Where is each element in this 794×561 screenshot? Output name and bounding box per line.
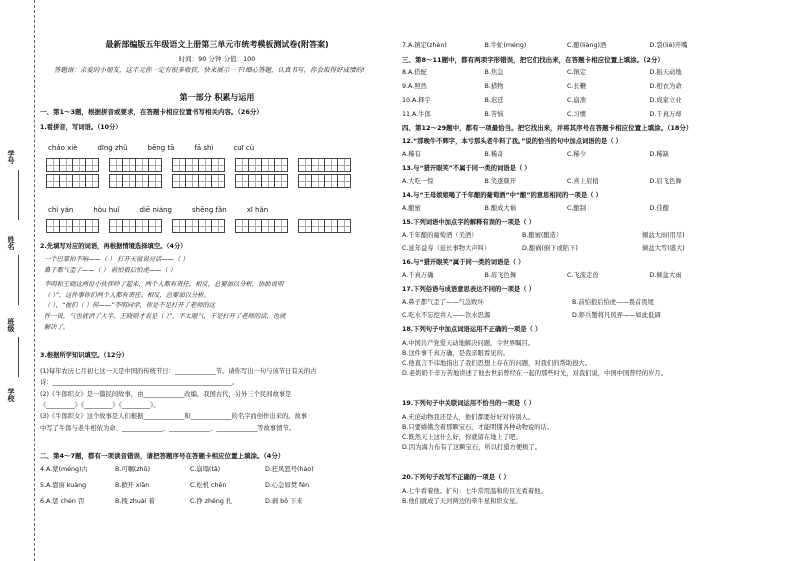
question-14-options bbox=[402, 205, 732, 213]
section-1-heading: 一、第1～3题，根据拼音或要求，在答题卡相应位置书写相关内容。（26分） bbox=[40, 108, 263, 116]
option[interactable]: 5.A.靠窗 kuàng bbox=[40, 482, 87, 489]
margin-line bbox=[18, 337, 19, 377]
pinyin: diē niáng bbox=[139, 206, 173, 214]
binding-margin bbox=[0, 0, 35, 561]
question-17-options-a bbox=[402, 299, 742, 307]
option[interactable]: 8.A.搭配 bbox=[402, 69, 427, 76]
section-2-heading: 二、第4～7题，都有一项读音错误，请把答题序号在答题卡相应位置上填涂。（4分） bbox=[40, 452, 285, 460]
writing-box[interactable] bbox=[298, 158, 350, 172]
margin-label-school: 学校 bbox=[7, 388, 15, 402]
option[interactable]: D.因为海力布有了这颗宝石，所以打猎方便极了。 bbox=[402, 444, 542, 452]
pinyin: dīng zhǔ bbox=[97, 144, 128, 152]
exam-intro: 答题语：亲爱的小朋友，这半元你一定有很多收获，快来展示一下!细心答题，认真书写，你会取得好成绩的! bbox=[54, 66, 365, 74]
option[interactable]: D.稀缺 bbox=[649, 151, 669, 158]
option[interactable]: B.迟廷 bbox=[484, 97, 504, 104]
option[interactable]: C.他直言不讳地指出了我们思想上存在的问题，对我们的帮助很大。 bbox=[402, 360, 592, 368]
option[interactable]: A.千真万确 bbox=[402, 272, 434, 279]
writing-box[interactable] bbox=[46, 158, 98, 172]
writing-box[interactable] bbox=[235, 174, 287, 188]
option[interactable]: C.镇定 bbox=[567, 69, 586, 76]
margin-line bbox=[18, 170, 19, 220]
option[interactable]: C.飞流走兽 bbox=[567, 272, 599, 279]
question-2: 2.先填写对应的词语，再根据情境选择填空。（4分） bbox=[40, 243, 187, 250]
option[interactable]: D.成家立业 bbox=[649, 97, 682, 104]
option[interactable]: B.笑逐颜开 bbox=[484, 178, 517, 185]
pinyin: shēng fǎn bbox=[192, 206, 227, 214]
pinyin-row-2 bbox=[48, 206, 268, 215]
question-15: 15.下列词语中加点字的解释有误的一项是（ ） bbox=[402, 219, 535, 226]
option[interactable]: B.酿蜜(酿造） bbox=[522, 232, 563, 239]
option[interactable]: 11.A.牛郎 bbox=[402, 111, 431, 118]
option[interactable]: 倾盆大雪(盛大) bbox=[642, 245, 685, 252]
option[interactable]: B.拽 zhuài 着 bbox=[115, 498, 155, 505]
option[interactable]: D.老奶奶千辛万苦地讲述了他去世前曾经在一起的那些时光，对我们说，中国中国普经的岁月。 bbox=[402, 370, 668, 378]
option[interactable]: C.长鞭 bbox=[567, 83, 586, 90]
question-8 bbox=[402, 69, 732, 77]
margin-line bbox=[18, 255, 19, 305]
option[interactable]: B.眉飞色舞 bbox=[484, 272, 517, 279]
question-17-options-b bbox=[402, 312, 742, 320]
option[interactable]: 6.A.惩 chén 罚 bbox=[40, 498, 85, 505]
option[interactable]: C.吃水不忘挖井人——饮水思源 bbox=[402, 312, 491, 319]
question-13: 13.与“猎开眼笑”不属于同一类的词语是（ ） bbox=[402, 165, 531, 172]
pinyin: fā shì bbox=[194, 144, 214, 152]
pinyin-row-1 bbox=[48, 144, 254, 153]
question-3-body bbox=[40, 366, 392, 434]
pinyin: hòu huǐ bbox=[93, 206, 120, 214]
writing-box[interactable] bbox=[172, 174, 224, 188]
option[interactable]: C.喜上眉梢 bbox=[567, 178, 599, 185]
question-3: 3.根据所学知识填空。（12分） bbox=[40, 352, 128, 359]
option[interactable]: C.崩溃 bbox=[567, 97, 586, 104]
option[interactable]: 7.A.镇定(zhèn) bbox=[402, 42, 447, 49]
writing-box[interactable] bbox=[235, 158, 287, 172]
text-line: 鼻子都气歪了——（ ） 前怕狼后怕虎——（ ） bbox=[44, 266, 176, 274]
text-line: 件一说，气也就消了大半。王晓则才表是（ ）”，不太服气，于是打开了老师的话，也就 bbox=[44, 313, 286, 321]
option[interactable]: B.酿成大祸 bbox=[484, 205, 517, 212]
pinyin: chí yán bbox=[48, 206, 74, 214]
option[interactable]: C.挣 zhēng 扎 bbox=[190, 498, 233, 505]
option[interactable]: A.稀有 bbox=[402, 151, 421, 158]
text-line: （ ）”，这件事你们两个人都有责任。相反，总要加以分析。 bbox=[44, 291, 210, 299]
option[interactable]: C.既然天上这什么好，你就留在地上了吧。 bbox=[402, 434, 522, 442]
option[interactable]: B.稀奇 bbox=[484, 151, 504, 158]
option[interactable]: A.七牛看着他。扩句：七牛常用温和的目光看着他。 bbox=[402, 488, 547, 495]
pinyin: cháo xiè bbox=[48, 144, 78, 152]
question-18-options bbox=[402, 339, 787, 379]
question-20: 20.下列句子改写不正确的一项是（ ） bbox=[402, 474, 510, 481]
pinyin: bēng tā bbox=[147, 144, 175, 152]
option[interactable]: B.焦急 bbox=[484, 69, 504, 76]
question-19-options bbox=[402, 413, 787, 453]
option[interactable]: B.牛虻(méng) bbox=[484, 42, 527, 49]
option[interactable]: B.只要嫦娥含着那颗宝石，才能明懂各种动物说的话。 bbox=[402, 424, 554, 432]
exam-title: 最新部编版五年级语文上册第三单元市统考模板测试卷(附答案) bbox=[105, 40, 329, 49]
option[interactable]: A.无论动物我还是人，他们都要好好对待别人。 bbox=[402, 414, 535, 421]
writing-grid-row-1b bbox=[46, 174, 350, 188]
question-12-options bbox=[402, 151, 732, 159]
option[interactable]: C.酿(liàng)酒 bbox=[567, 42, 607, 49]
writing-box[interactable] bbox=[46, 219, 98, 233]
option[interactable]: 4.A.蒙(méng)古 bbox=[40, 466, 88, 473]
question-7 bbox=[402, 42, 732, 50]
option[interactable]: B.可嘱(zhǔ) bbox=[115, 466, 151, 473]
question-2-body bbox=[44, 256, 394, 332]
pinyin: xī hǎn bbox=[246, 206, 269, 214]
writing-box[interactable] bbox=[298, 219, 350, 233]
question-5 bbox=[40, 482, 340, 490]
question-16: 16.与“猎开眼笑”属于同一类的词语是（ ） bbox=[402, 259, 525, 266]
option[interactable]: 傾盆大雨(用尽) bbox=[642, 232, 685, 239]
exam-subtitle: 时间：90 分钟 分值：100 bbox=[178, 55, 256, 63]
writing-box[interactable] bbox=[109, 219, 161, 233]
margin-label-name: 姓名 bbox=[7, 236, 15, 250]
writing-box[interactable] bbox=[109, 174, 161, 188]
writing-box[interactable] bbox=[235, 219, 287, 233]
question-12: 12.“那晚牛不辉字，本亏那头老牛料了我。”说的恰当的句中加点词语的是（ ） bbox=[402, 138, 622, 145]
writing-box[interactable] bbox=[172, 219, 224, 233]
option[interactable]: D.佳酿 bbox=[649, 205, 669, 212]
question-9 bbox=[402, 83, 732, 91]
text-line: （ ），“他们（ ）何——”李明同学，你是不是打开了老师的这 bbox=[44, 302, 216, 310]
option[interactable]: 9.A.照然 bbox=[402, 83, 427, 90]
pinyin: cuī cù bbox=[233, 144, 255, 152]
option[interactable]: A.酿蜜 bbox=[402, 205, 421, 212]
text-line: 解决了。 bbox=[44, 324, 70, 332]
option[interactable]: B.他们就成了天河两边的牵牛星和织女星。 bbox=[402, 498, 522, 506]
writing-grid-row-1 bbox=[46, 158, 350, 172]
option[interactable]: D.千真万却 bbox=[649, 111, 682, 118]
option[interactable]: 10.A.释宇 bbox=[402, 97, 431, 104]
option[interactable]: C.习惯 bbox=[567, 111, 586, 118]
option[interactable]: D.酿祸(倒下或陷下) bbox=[522, 245, 578, 252]
option[interactable]: D.裂(liè)开嘴 bbox=[649, 42, 688, 49]
option[interactable]: D.振天动地 bbox=[649, 69, 682, 76]
writing-box[interactable] bbox=[172, 158, 224, 172]
text-line: (2)《牛郎织女》是一篇民间故事，由_____________改编，我国古代，另外三个民间故事是 bbox=[40, 390, 292, 398]
right-column bbox=[402, 0, 790, 561]
question-17: 17.下列俗语与成语意思表达不同的一项是（ ） bbox=[402, 286, 535, 293]
option[interactable]: C.延年益寿（延长事物大声叫） bbox=[402, 245, 491, 252]
option[interactable]: D.相衣为命 bbox=[649, 83, 682, 90]
option[interactable]: D.倾盆大雨 bbox=[649, 272, 682, 279]
option[interactable]: D.狂风怒号(háo) bbox=[265, 466, 314, 473]
section-3-heading: 三、第8～11题中，都有两项字形错误，把它们找出来，在答题卡相应位置上填涂。（2分） bbox=[402, 56, 664, 64]
writing-box[interactable] bbox=[46, 174, 98, 188]
question-15-options-b bbox=[402, 245, 762, 253]
option[interactable]: C.酿制 bbox=[567, 205, 586, 212]
question-13-options bbox=[402, 178, 732, 186]
option[interactable]: C.崩塌(tā) bbox=[190, 466, 221, 473]
question-14: 14.与“王母娘娘喝了千年酿的葡萄酒”中“酿”的意思相同的一项是（ ） bbox=[402, 192, 602, 199]
question-16-options bbox=[402, 272, 732, 280]
option[interactable]: D.眉飞色舞 bbox=[649, 178, 682, 185]
option[interactable]: A.千年酿的葡萄酒（美酒） bbox=[402, 232, 478, 239]
option[interactable]: B.前怕狼后怕虎——畏首畏尾 bbox=[572, 299, 654, 306]
question-1: 1.看拼音，写词语。（10分） bbox=[40, 124, 122, 131]
text-line: 《_________》《_________》《_________》。 bbox=[40, 401, 160, 409]
text-line: 中写了牛郎与老牛相依为命、_____________、_____________、_____________等故事情节。 bbox=[40, 424, 296, 432]
option[interactable]: A.中国共产党爱天动地解决问题，令世界瞩目。 bbox=[402, 340, 535, 347]
text-line: 诗：_________________________________________________________。 bbox=[40, 379, 239, 387]
option[interactable]: D.虾兵蟹将凡风弄——如此低调 bbox=[572, 312, 661, 319]
option[interactable]: B.这件事千真万确，是我亲眼看见的。 bbox=[402, 350, 510, 358]
question-19: 19.下列句子中关联词运用不恰当的一项是（ ） bbox=[402, 400, 535, 407]
part-title: 第一部分 积累与运用 bbox=[179, 93, 255, 102]
option[interactable]: B.猎物 bbox=[484, 83, 504, 90]
text-line: 李明和王晓这两位小伙伴吵了起来，两个人都有责任。相反，总要加以分析，协助说明 bbox=[44, 280, 284, 288]
option[interactable]: D.心急如焚 fén bbox=[265, 482, 310, 489]
section-4-heading: 四、第12～29题中，都有一项最恰当。把它找出来，并将其序号在答题卡相应位置上填涂。（18分） bbox=[402, 124, 693, 132]
option[interactable]: D.剥 bō 下来 bbox=[265, 498, 303, 505]
question-4 bbox=[40, 466, 340, 474]
text-line: (3)《牛郎织女》这个故事是人们根据_____________和_____________的名字而创作出来的。故事 bbox=[40, 413, 308, 421]
question-18: 18.下列句子中加点词语运用不正确的一项是（ ） bbox=[402, 326, 542, 333]
option[interactable]: C.松机 chěn bbox=[190, 482, 227, 489]
question-6 bbox=[40, 498, 340, 506]
writing-box[interactable] bbox=[109, 158, 161, 172]
text-line: (1)每年农历七月初七这一天是中国的传统节日：_____________节。请你写出一句与该节日有关的古 bbox=[40, 368, 317, 375]
question-10 bbox=[402, 97, 732, 105]
left-column bbox=[36, 0, 398, 561]
option[interactable]: C.稀少 bbox=[567, 151, 586, 158]
option[interactable]: A.大吃一惊 bbox=[402, 178, 434, 185]
text-line: 一个巴掌拍不响——（ ） 打开天窗说亮话——（ ） bbox=[44, 256, 189, 263]
question-15-options-a bbox=[402, 232, 762, 240]
option[interactable]: A.鼻子都气歪了——气急败坏 bbox=[402, 299, 484, 306]
margin-label-class: 班级 bbox=[7, 318, 15, 332]
writing-grid-row-2 bbox=[46, 219, 350, 233]
question-11 bbox=[402, 111, 732, 119]
option[interactable]: B.苦恼 bbox=[484, 111, 504, 118]
writing-box[interactable] bbox=[298, 174, 350, 188]
question-20-options bbox=[402, 487, 787, 507]
option[interactable]: B.掀开 xiān bbox=[115, 482, 150, 489]
margin-label-student-id: 学号 bbox=[7, 150, 15, 164]
